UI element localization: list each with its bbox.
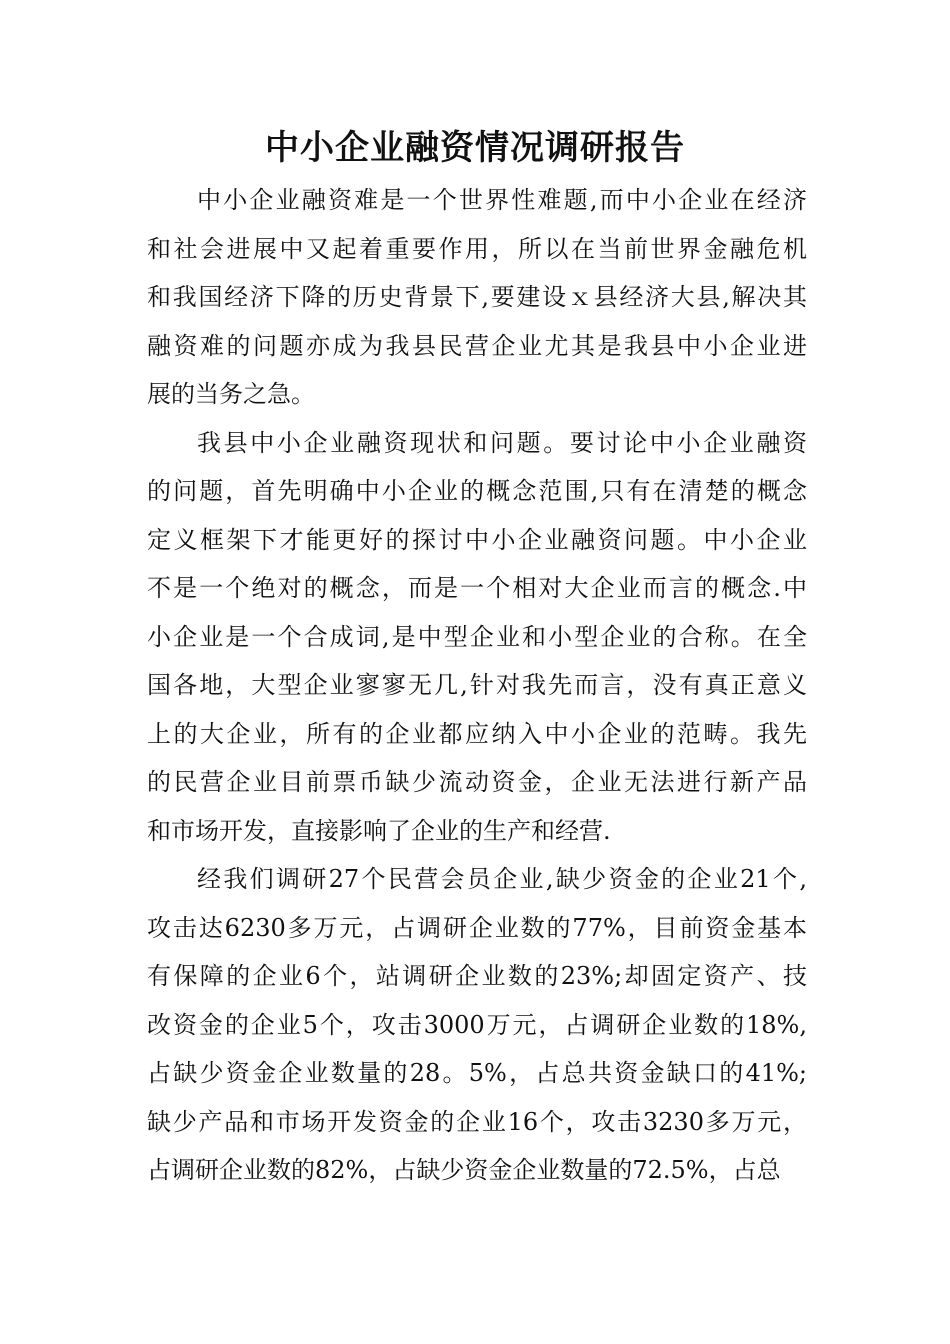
paragraph-line: 我县中小企业融资现状和问题。要讨论中小企业融资 (197, 428, 807, 457)
paragraph-line: 国各地，大型企业寥寥无几,针对我先而言，没有真正意义 (147, 671, 807, 699)
paragraph-line: 和我国经济下降的历史背景下,要建设ｘ县经济大县,解决其 (147, 283, 807, 311)
paragraph (147, 855, 807, 1195)
paragraph-line: 不是一个绝对的概念，而是一个相对大企业而言的概念.中 (147, 574, 807, 602)
paragraph-line: 融资难的问题亦成为我县民营企业尤其是我县中小企业进 (147, 331, 807, 360)
document-body (147, 176, 807, 1195)
paragraph-line: 占缺少资金企业数量的28。5%，占总共资金缺口的41%; (147, 1059, 807, 1087)
paragraph-line: 展的当务之急。 (147, 380, 315, 408)
paragraph-line: 攻击达6230多万元，占调研企业数的77%，目前资金基本 (147, 913, 807, 942)
paragraph-line: 的问题，首先明确中小企业的概念范围,只有在清楚的概念 (147, 477, 807, 505)
paragraph-line: 中小企业融资难是一个世界性难题,而中小企业在经济 (197, 186, 807, 214)
paragraph-line: 和市场开发，直接影响了企业的生产和经营. (147, 816, 611, 845)
paragraph-line: 改资金的企业5个，攻击3000万元，占调研企业数的18%, (147, 1010, 807, 1039)
paragraph-line: 有保障的企业6个，站调研企业数的23%;却固定资产、技 (147, 962, 807, 990)
document-title: 中小企业融资情况调研报告 (265, 128, 685, 168)
paragraph-line: 经我们调研27个民营会员企业,缺少资金的企业21个, (197, 865, 807, 893)
paragraph-line: 定义框架下才能更好的探讨中小企业融资问题。中小企业 (147, 525, 807, 554)
paragraph-line: 占调研企业数的82%，占缺少资金企业数量的72.5%，占总 (147, 1156, 781, 1184)
paragraph (147, 419, 807, 856)
paragraph-line: 的民营企业目前票币缺少流动资金，企业无法进行新产品 (147, 768, 807, 796)
paragraph-line: 缺少产品和市场开发资金的企业16个，攻击3230多万元， (147, 1107, 807, 1136)
paragraph-line: 和社会进展中又起着重要作用，所以在当前世界金融危机 (147, 234, 807, 263)
paragraph (147, 176, 807, 419)
paragraph-container (147, 176, 807, 1195)
paragraph-line: 上的大企业，所有的企业都应纳入中小企业的范畴。我先 (147, 719, 807, 748)
paragraph-line: 小企业是一个合成词,是中型企业和小型企业的合称。在全 (147, 622, 807, 651)
